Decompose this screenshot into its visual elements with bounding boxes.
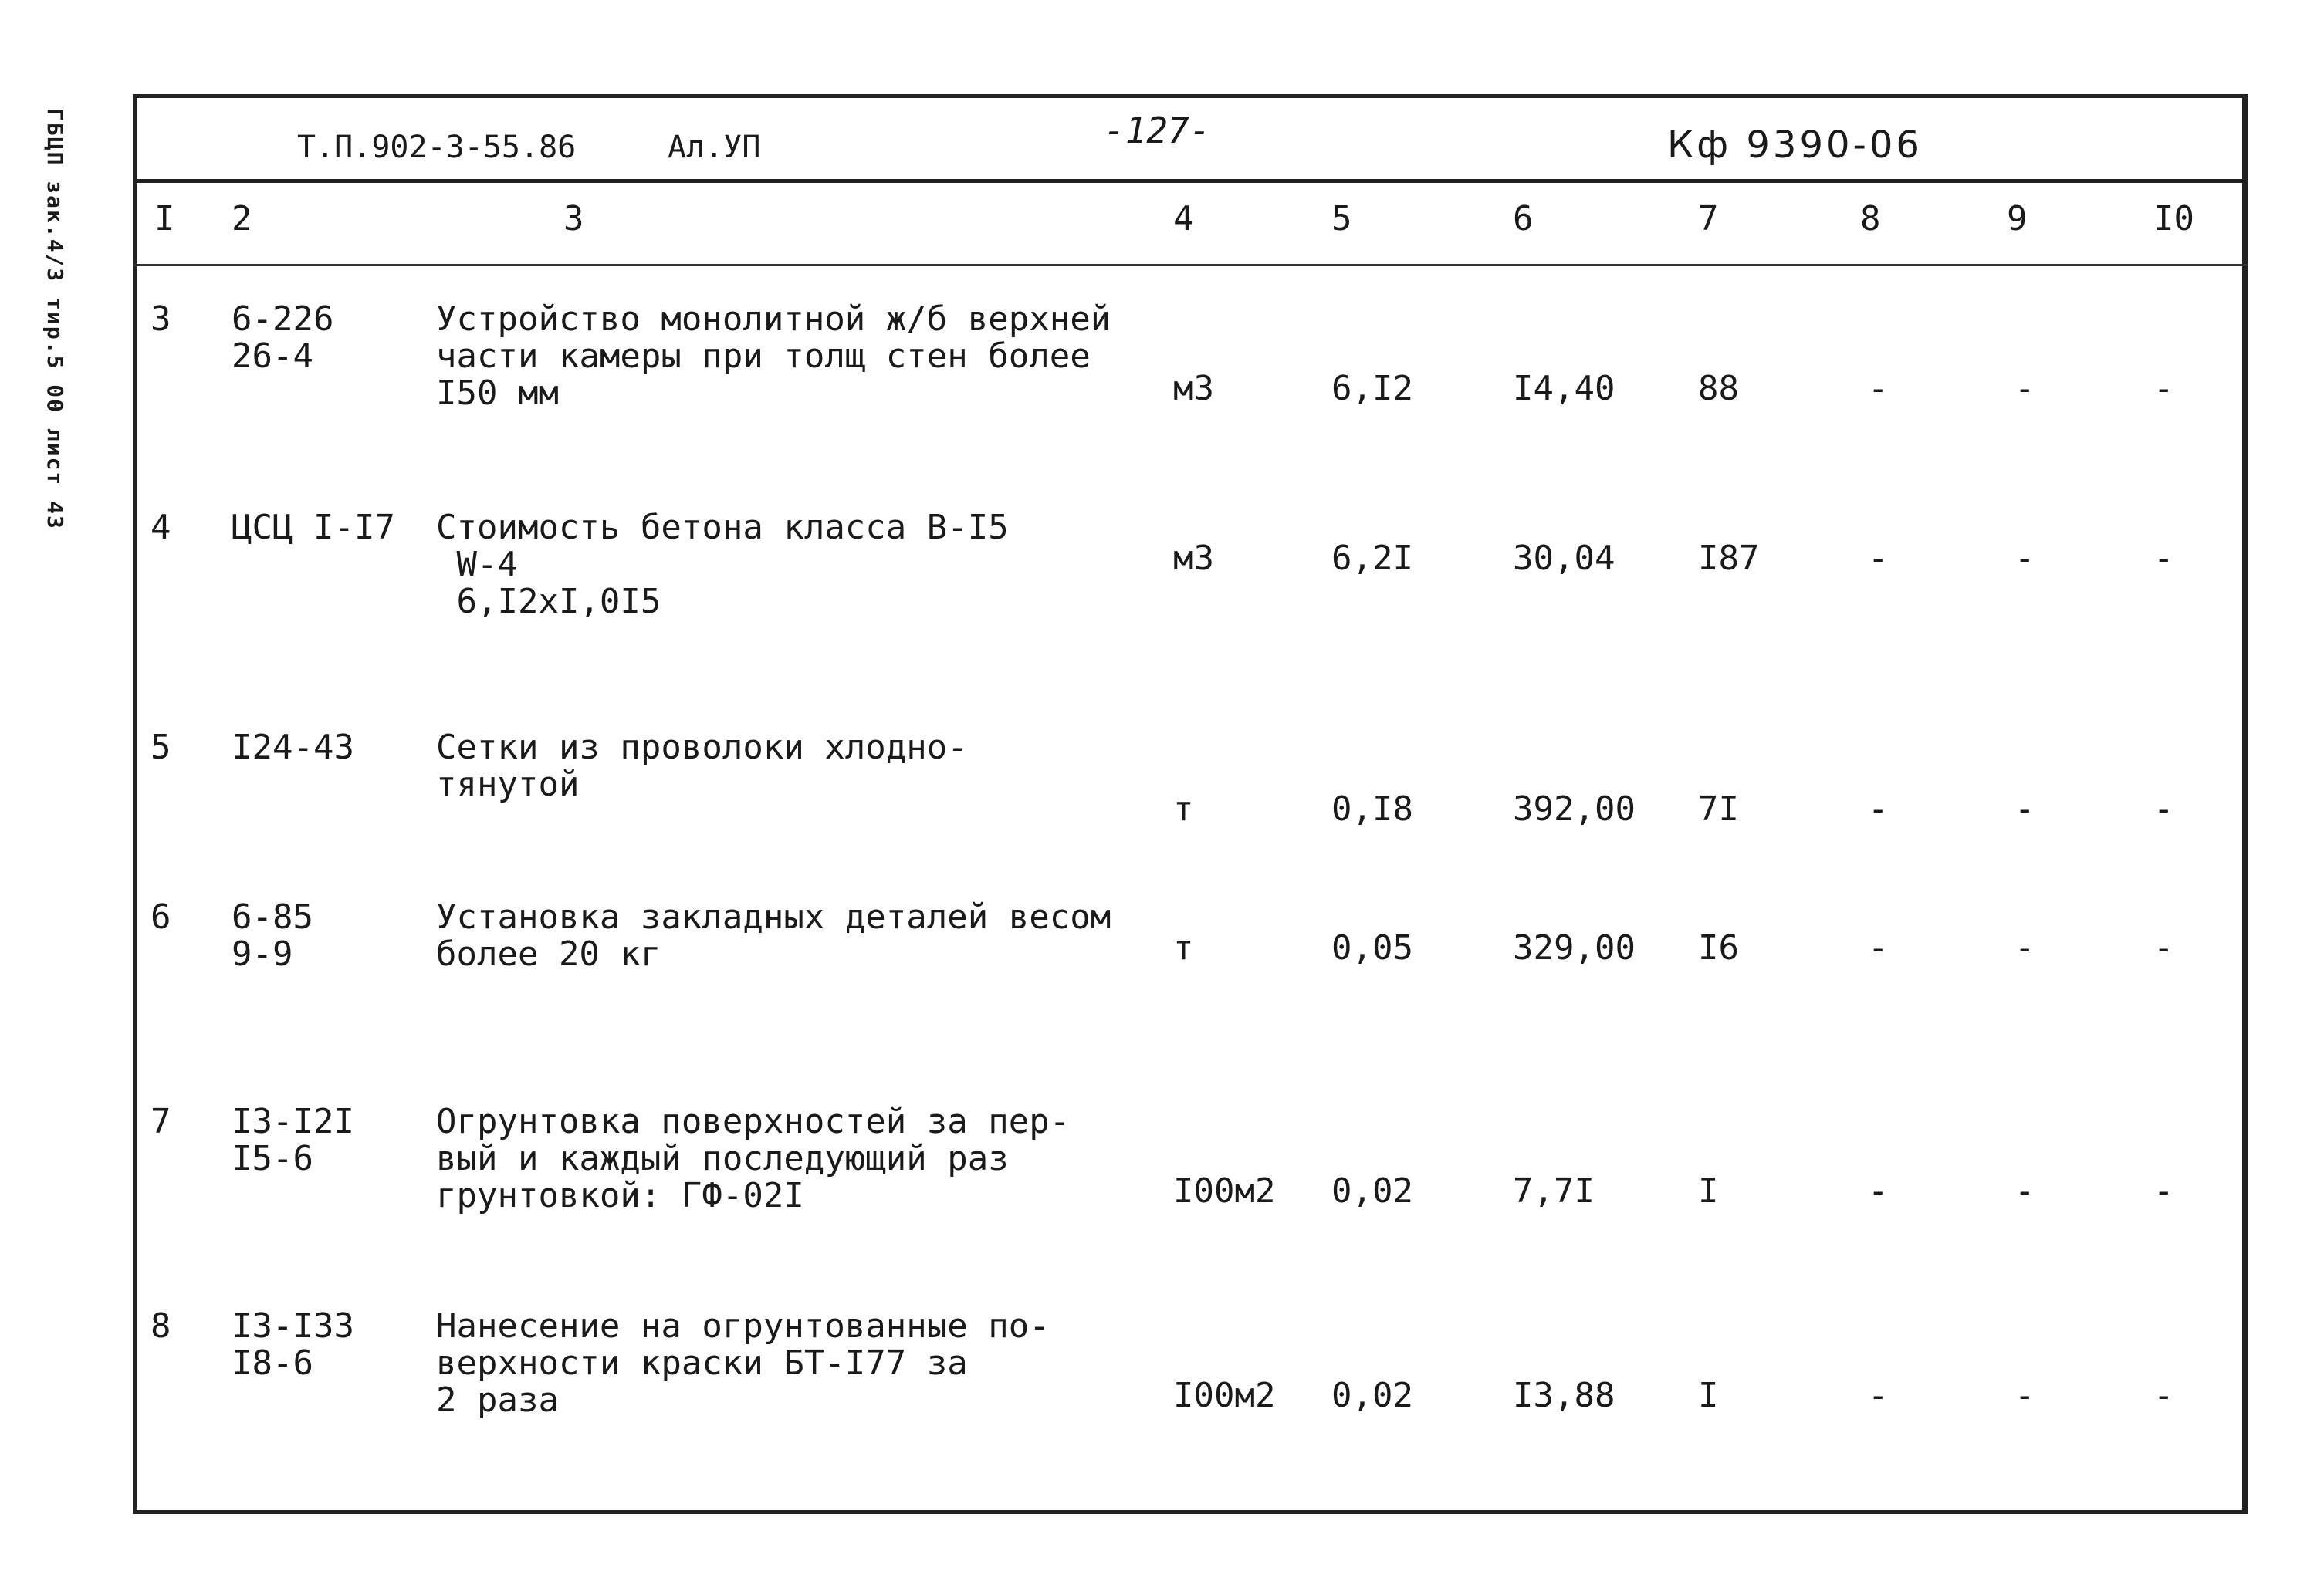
total-cost: I6 bbox=[1698, 928, 1739, 968]
unit-price: I4,40 bbox=[1513, 369, 1615, 408]
unit-price: 329,00 bbox=[1513, 928, 1636, 968]
col10-value: - bbox=[2153, 539, 2174, 578]
doc-ref: Т.П.902-3-55.86 bbox=[297, 130, 577, 165]
unit-price: 30,04 bbox=[1513, 539, 1615, 578]
work-description: Установка закладных деталей весом более 20 кг bbox=[436, 897, 1111, 974]
column-number-2: 2 bbox=[232, 199, 252, 238]
rate-code: 6-226 26-4 bbox=[232, 299, 334, 376]
column-number-divider bbox=[133, 264, 2248, 266]
work-description: Огрунтовка поверхностей за пер- вый и каждый последующий раз грунтовкой: ГФ-02I bbox=[436, 1102, 1071, 1215]
work-description: Устройство монолитной ж/б верхней части камеры при толщ стен более I50 мм bbox=[436, 299, 1111, 413]
col10-value: - bbox=[2153, 789, 2174, 829]
col10-value: - bbox=[2153, 928, 2174, 968]
quantity: 0,02 bbox=[1331, 1171, 1413, 1211]
col9-value: - bbox=[2014, 539, 2035, 578]
row-number: 6 bbox=[151, 897, 171, 937]
col8-value: - bbox=[1868, 789, 1889, 829]
rate-code: ЦСЦ I-I7 bbox=[232, 508, 395, 547]
column-number-9: 9 bbox=[2007, 199, 2028, 238]
quantity: 6,I2 bbox=[1331, 369, 1413, 408]
rate-code: I3-I2I I5-6 bbox=[232, 1102, 354, 1178]
col8-value: - bbox=[1868, 928, 1889, 968]
col8-value: - bbox=[1868, 1376, 1889, 1415]
page-number: -127- bbox=[1104, 110, 1211, 151]
column-number-8: 8 bbox=[1860, 199, 1881, 238]
unit: м3 bbox=[1173, 369, 1214, 408]
unit: I00м2 bbox=[1173, 1171, 1276, 1211]
unit-price: I3,88 bbox=[1513, 1376, 1615, 1415]
work-description: Сетки из проволоки хлодно- тянутой bbox=[436, 728, 968, 804]
work-description: Стоимость бетона класса В-I5 W-4 6,I2хI,0I5 bbox=[436, 508, 1009, 621]
total-cost: 88 bbox=[1698, 369, 1739, 408]
quantity: 0,05 bbox=[1331, 928, 1413, 968]
col8-value: - bbox=[1868, 369, 1889, 408]
column-number-1: I bbox=[154, 199, 175, 238]
column-number-7: 7 bbox=[1698, 199, 1719, 238]
unit-price: 392,00 bbox=[1513, 789, 1636, 829]
rate-code: I3-I33 I8-6 bbox=[232, 1306, 354, 1383]
unit-price: 7,7I bbox=[1513, 1171, 1595, 1211]
row-number: 3 bbox=[151, 299, 171, 339]
total-cost: 7I bbox=[1698, 789, 1739, 829]
unit: т bbox=[1173, 928, 1194, 968]
work-description: Нанесение на огрунтованные по- верхности краски БТ-I77 за 2 раза bbox=[436, 1306, 1050, 1420]
column-number-10: I0 bbox=[2153, 199, 2194, 238]
quantity: 6,2I bbox=[1331, 539, 1413, 578]
quantity: 0,02 bbox=[1331, 1376, 1413, 1415]
row-number: 4 bbox=[151, 508, 171, 547]
unit: м3 bbox=[1173, 539, 1214, 578]
col8-value: - bbox=[1868, 1171, 1889, 1211]
quantity: 0,I8 bbox=[1331, 789, 1413, 829]
column-number-3: 3 bbox=[563, 199, 584, 238]
col9-value: - bbox=[2014, 1376, 2035, 1415]
col10-value: - bbox=[2153, 1376, 2174, 1415]
total-cost: I bbox=[1698, 1376, 1719, 1415]
col9-value: - bbox=[2014, 369, 2035, 408]
col10-value: - bbox=[2153, 1171, 2174, 1211]
row-number: 8 bbox=[151, 1306, 171, 1346]
col9-value: - bbox=[2014, 789, 2035, 829]
unit: т bbox=[1173, 789, 1194, 829]
album-label: Ал.УП bbox=[668, 130, 761, 165]
col9-value: - bbox=[2014, 928, 2035, 968]
header-divider bbox=[133, 179, 2248, 183]
rate-code: 6-85 9-9 bbox=[232, 897, 313, 974]
row-number: 5 bbox=[151, 728, 171, 767]
form-code: Кф 9390-06 bbox=[1667, 123, 1923, 167]
col10-value: - bbox=[2153, 369, 2174, 408]
rate-code: I24-43 bbox=[232, 728, 354, 767]
row-number: 7 bbox=[151, 1102, 171, 1141]
column-number-6: 6 bbox=[1513, 199, 1534, 238]
unit: I00м2 bbox=[1173, 1376, 1276, 1415]
col9-value: - bbox=[2014, 1171, 2035, 1211]
col8-value: - bbox=[1868, 539, 1889, 578]
side-stamp: ГБЦП зак.4/3 тир.5 00 лист 43 bbox=[42, 108, 68, 530]
total-cost: I87 bbox=[1698, 539, 1760, 578]
column-number-5: 5 bbox=[1331, 199, 1352, 238]
total-cost: I bbox=[1698, 1171, 1719, 1211]
column-number-4: 4 bbox=[1173, 199, 1194, 238]
